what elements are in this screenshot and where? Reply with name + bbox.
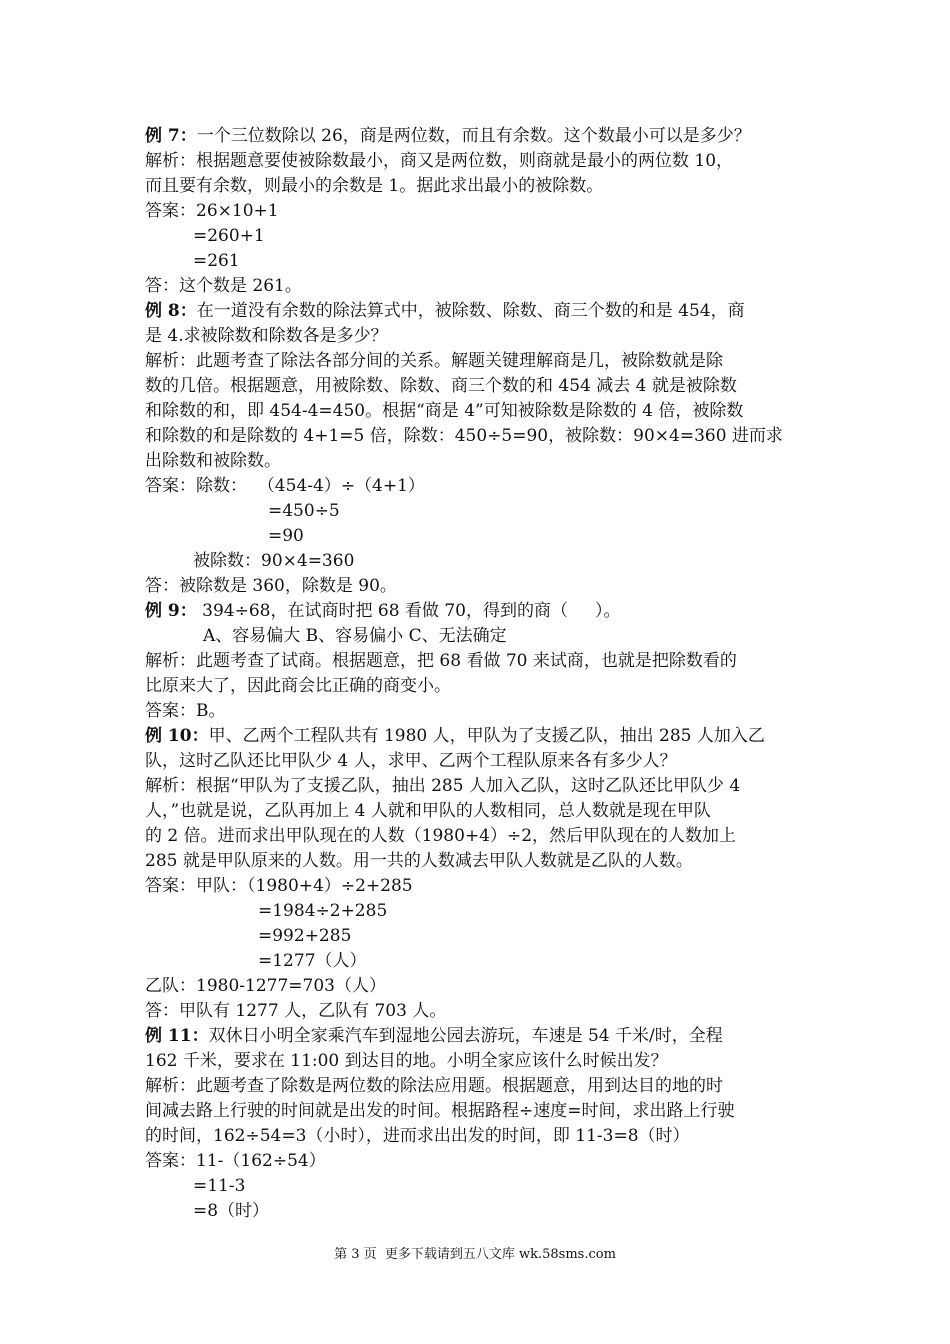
ex11-solution-line: =11-3 bbox=[193, 1176, 246, 1196]
ex7-label: 例 7： bbox=[145, 126, 197, 146]
ex7-analysis-line: 而且要有余数，则最小的余数是 1。据此求出最小的被除数。 bbox=[145, 176, 604, 196]
ex8-analysis-line: 和除数的和是除数的 4+1=5 倍，除数：450÷5=90，被除数：90×4=360 进而求 bbox=[145, 426, 783, 446]
ex8-analysis-line: 解析：此题考查了除法各部分间的关系。解题关键理解商是几，被除数就是除 bbox=[145, 351, 723, 371]
ex10-label: 例 10： bbox=[145, 726, 209, 746]
ex11-solution-line: =8（时） bbox=[193, 1201, 270, 1221]
ex11-label: 例 11： bbox=[145, 1026, 209, 1046]
ex8-analysis-line: 和除数的和，即 454-4=450。根据“商是 4”可知被除数是除数的 4 倍，被除数 bbox=[145, 401, 744, 421]
ex8-question: 例 8：在一道没有余数的除法算式中，被除数、除数、商三个数的和是 454，商 bbox=[145, 301, 745, 321]
ex10-solution-line: =1984÷2+285 bbox=[258, 901, 388, 921]
ex8-answer: 答：被除数是 360，除数是 90。 bbox=[145, 576, 397, 596]
ex8-label: 例 8： bbox=[145, 301, 197, 321]
ex8-analysis-line: 出除数和被除数。 bbox=[145, 451, 281, 471]
ex11-analysis-line: 的时间，162÷54=3（小时），进而求出出发的时间，即 11-3=8（时） bbox=[145, 1126, 690, 1146]
ex10-question: 例 10：甲、乙两个工程队共有 1980 人，甲队为了支援乙队，抽出 285 人加入乙 bbox=[145, 726, 765, 746]
ex8-solution-line: =450÷5 bbox=[268, 501, 340, 521]
ex9-analysis-line: 比原来大了，因此商会比正确的商变小。 bbox=[145, 676, 451, 696]
ex10-solution-line: =1277（人） bbox=[258, 951, 367, 971]
ex8-solution-line: 答案：除数： （454-4）÷（4+1） bbox=[145, 476, 425, 496]
ex9-analysis-line: 解析：此题考查了试商。根据题意，把 68 看做 70 来试商，也就是把除数看的 bbox=[145, 651, 737, 671]
ex10-analysis-line: 解析：根据“甲队为了支援乙队，抽出 285 人加入乙队，这时乙队还比甲队少 4 bbox=[145, 776, 741, 796]
ex7-solution-line: =261 bbox=[193, 251, 240, 271]
ex10-solution-line: 乙队：1980-1277=703（人） bbox=[145, 976, 386, 996]
ex9-label: 例 9： bbox=[145, 601, 197, 621]
ex8-question-line: 是 4.求被除数和除数各是多少？ bbox=[145, 326, 388, 346]
ex8-solution-line: =90 bbox=[268, 526, 304, 546]
ex11-question-line: 162 千米，要求在 11:00 到达目的地。小明全家应该什么时候出发？ bbox=[145, 1051, 668, 1071]
ex10-solution-line: 答案：甲队：（1980+4）÷2+285 bbox=[145, 876, 413, 896]
ex11-solution-line: 答案：11-（162÷54） bbox=[145, 1151, 326, 1171]
ex7-analysis-line: 解析：根据题意要使被除数最小，商又是两位数，则商就是最小的两位数 10， bbox=[145, 151, 734, 171]
ex10-analysis-line: 285 就是甲队原来的人数。用一共的人数减去甲队人数就是乙队的人数。 bbox=[145, 851, 693, 871]
ex7-answer: 答：这个数是 261。 bbox=[145, 276, 302, 296]
ex11-analysis-line: 解析：此题考查了除数是两位数的除法应用题。根据题意，用到达目的地的时 bbox=[145, 1076, 723, 1096]
page-footer: 第 3 页 更多下载请到五八文库 wk.58sms.com bbox=[334, 1247, 616, 1262]
ex7-solution-line: =260+1 bbox=[193, 226, 265, 246]
ex7-question: 例 7：一个三位数除以 26，商是两位数，而且有余数。这个数最小可以是多少？ bbox=[145, 126, 751, 146]
ex11-analysis-line: 间减去路上行驶的时间就是出发的时间。根据路程÷速度=时间，求出路上行驶 bbox=[145, 1101, 735, 1121]
ex10-analysis-line: 人，”也就是说，乙队再加上 4 人就和甲队的人数相同，总人数就是现在甲队 bbox=[145, 801, 711, 821]
ex9-question: 例 9： 394÷68，在试商时把 68 看做 70，得到的商（ ）。 bbox=[145, 601, 621, 621]
ex10-answer: 答：甲队有 1277 人，乙队有 703 人。 bbox=[145, 1001, 447, 1021]
ex8-analysis-line: 数的几倍。根据题意，用被除数、除数、商三个数的和 454 减去 4 就是被除数 bbox=[145, 376, 737, 396]
ex10-question-line: 队，这时乙队还比甲队少 4 人，求甲、乙两个工程队原来各有多少人？ bbox=[145, 751, 677, 771]
ex7-solution-line: 答案：26×10+1 bbox=[145, 201, 279, 221]
ex10-solution-line: =992+285 bbox=[258, 926, 352, 946]
ex8-solution-line: 被除数：90×4=360 bbox=[193, 551, 355, 571]
ex9-answer: 答案：B。 bbox=[145, 701, 226, 721]
ex11-question: 例 11：双休日小明全家乘汽车到湿地公园去游玩，车速是 54 千米/时，全程 bbox=[145, 1026, 723, 1046]
ex10-analysis-line: 的 2 倍。进而求出甲队现在的人数（1980+4）÷2，然后甲队现在的人数加上 bbox=[145, 826, 737, 846]
ex9-options: A、容易偏大 B、容易偏小 C、无法确定 bbox=[203, 626, 507, 646]
